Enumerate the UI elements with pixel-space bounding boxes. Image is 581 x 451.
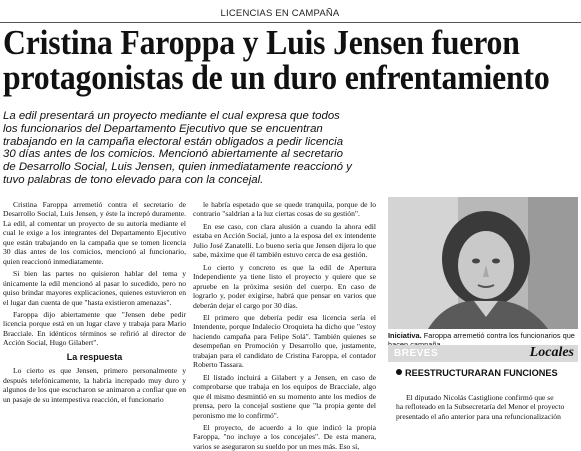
caption-text: Faroppa arremetió contra los funcionarios que — [423, 331, 575, 340]
brief-body — [396, 393, 578, 421]
portrait-illustration — [388, 197, 578, 329]
subhead: La respuesta — [66, 351, 123, 362]
paragraph: El proyecto, de acuerdo a lo que indicó la propia Faroppa, "no incluye a los concejales". De esta manera, varios se aseguraron su sueldo por un mes más. Eso sí, — [193, 422, 376, 451]
bullet-icon — [396, 369, 402, 375]
portrait-photo — [388, 197, 578, 329]
top-rule — [0, 22, 581, 23]
paragraph: En ese caso, con clara alusión a cuando la ahora edil estaba en Acción Social, junto a la esposa del ex intendente Julio José Zanatelli. Lo bueno sería que Jensen dijera lo que sabe, máxime que él también estuvo cerca de esa gestión. — [193, 221, 376, 260]
locales-label: Locales — [529, 345, 574, 360]
brief-title — [396, 368, 578, 379]
lede-line: La edil presentará un proyecto mediante el cual expresa que todos — [3, 110, 340, 122]
paragraph: Lo cierto es que Jensen, primero personalmente y después telefónicamente, la habría increpado muy duro y algunos de los que escucharon se animaron a confiar que en un pasaje de su intempestiva reacción, el funcionario — [3, 366, 186, 404]
paragraph: Lo cierto y concreto es que la edil de Apertura Independiente ya tiene listo el proyecto y quiere que se apruebe en la próxima sesión del cuerpo. En caso de lograrlo y, poder exigirse, habrá que pensar en varios que deberán dejar el cargo por 30 días. — [193, 262, 376, 310]
breves-bar — [388, 345, 578, 362]
breves-label: BREVES — [394, 348, 439, 359]
paragraph: Cristina Faroppa arremetió contra el secretario de Desarrollo Social, Luis Jensen, y éste la increpó duramente. La edil, al comentar un proyecto de su autoría mediante el cual le exige a los integrantes del Departamento Ejecutivo que están trabajando en la campaña que se tomen licencia 30 días antes de los comicios, mencionó al funcionario, quien reaccionó inmediatamente. — [3, 200, 186, 266]
paragraph: Si bien las partes no quisieron hablar del tema y únicamente la edil mencionó al pasar lo sucedido, pero no quiso brindar mayores explicaciones, quienes estuvieron en el lugar dan cuenta de que "hasta existieron amenazas". — [3, 269, 186, 307]
brief-line: ha refloteado en la Subsecretaría del Menor el proyecto — [396, 402, 565, 412]
section-label: LICENCIAS EN CAMPAÑA — [220, 8, 340, 19]
lede-line: tuvo palabras de tono elevado para con la concejal. — [3, 173, 264, 186]
headline-line-2: protagonistas de un duro enfrentamiento — [3, 59, 550, 97]
caption-lead: Iniciativa. — [388, 331, 422, 340]
paragraph: le habría espetado que se quede tranquila, porque de lo contrario "saldrían a la luz ciertas cosas de su gestión". — [193, 200, 376, 219]
lede-line: los funcionarios del Departamento Ejecutivo que se encuentran — [3, 122, 323, 135]
headline — [3, 24, 550, 97]
article-column-1 — [3, 200, 186, 404]
brief-line: presentado el año anterior para una refuncionalización — [396, 411, 561, 421]
paragraph: El primero que debería pedir esa licencia sería el Intendente, porque Indalecio Oroquieta ha dicho que "estoy haciendo campaña para Felipe Solá". También quienes se desempeñan en Promoción y Desarrollo que, justamente, trabajan para el candidato de Cristina Faroppa, el contador Roberto Tassara. — [193, 312, 376, 370]
article-column-2 — [193, 200, 376, 451]
brief-title-text: REESTRUCTURARAN FUNCIONES — [405, 368, 558, 378]
lede-line: 30 días antes de los comicios. Mencionó abiertamente al secretario — [3, 148, 344, 161]
lede-line: trabajando en la campaña electoral están obligados a pedir licencia — [3, 135, 344, 148]
lede — [3, 110, 578, 187]
paragraph: El listado incluirá a Gilabert y a Jensen, en caso de comprobarse que trabaja en los equipos de Bracciale, algo que él mismo desmintió en su momento ante los medios de prensa, pero la concejal sostiene que "la propia gente del peronismo me lo confirmó". — [193, 372, 376, 420]
paragraph: Faroppa dijo abiertamente que "Jensen debe pedir licencia porque está en un lugar clave y trabaja para Mario Bracciale. En idénticos términos se refirió al director de Acción Social, Hugo Gilabert". — [3, 309, 186, 348]
lede-line: de Desarrollo Social, Luis Jensen, quien inmediatamente reaccionó y — [3, 161, 352, 174]
brief-line: El diputado Nicolás Castiglione confirmó que se — [406, 393, 554, 402]
headline-line-1: Cristina Faroppa y Luis Jensen fueron — [3, 24, 520, 62]
